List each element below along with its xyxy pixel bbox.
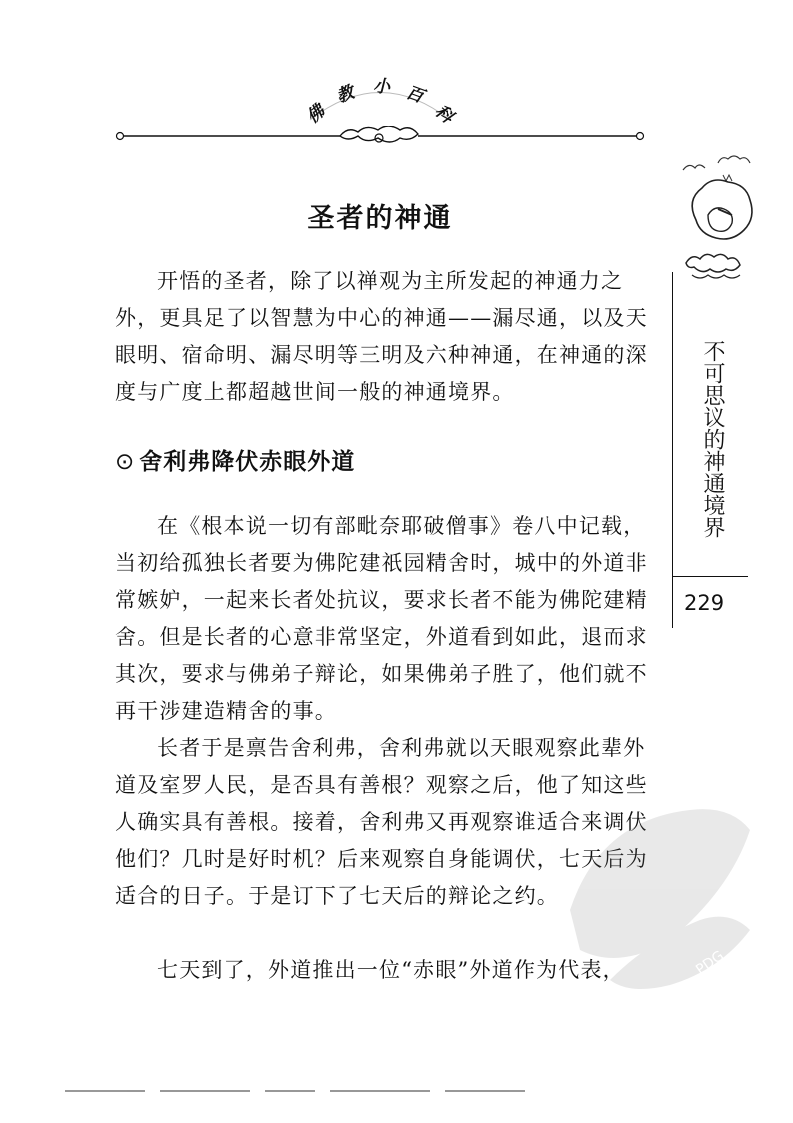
section-heading	[115, 443, 355, 476]
series-title-char: 佛	[303, 101, 330, 128]
watermark-text: PDG	[693, 947, 727, 979]
section-heading-text: 舍利弗降伏赤眼外道	[139, 449, 356, 475]
chapter-title-vertical: 不可思议的神通境界	[700, 340, 725, 538]
body-paragraph: 七天到了，外道推出一位“赤眼”外道作为代表，	[157, 958, 625, 982]
header-divider-ornament	[115, 126, 645, 146]
page-number: 229	[684, 591, 725, 615]
auspicious-cloud-vignette	[678, 145, 758, 305]
body-paragraph: 长者于是禀告舍利弗，舍利弗就以天眼观察此辈外道及室罗人民，是否具有善根？观察之后，他了知这些人确实具有善根。接着，舍利弗又再观察谁适合来调伏他们？几时是好时机？后来观察自身能调伏，七天后为适合的日子。于是订下了七天后的辩论之约。	[115, 736, 648, 908]
series-title-char: 小	[373, 77, 390, 97]
series-title-char: 科	[430, 101, 457, 128]
scan-noise-strip	[65, 1086, 535, 1096]
margin-vertical-rule	[672, 272, 673, 628]
margin-horizontal-rule	[672, 576, 748, 577]
body-paragraph: 在《根本说一切有部毗奈耶破僧事》卷八中记载，当初给孤独长者要为佛陀建祇园精舍时，城中的外道非常嫉妒，一起来长者处抗议，要求长者不能为佛陀建精舍。但是长者的心意非常坚定，外道看到如此，退而求其次，要求与佛弟子辩论，如果佛弟子胜了，他们就不再干涉建造精舍的事。	[115, 514, 648, 723]
section-marker-icon: ⊙	[115, 449, 136, 475]
series-title-char: 百	[403, 82, 427, 108]
scan-watermark-stamp	[550, 790, 760, 990]
intro-paragraph: 开悟的圣者，除了以禅观为主所发起的神通力之外，更具足了以智慧为中心的神通——漏尽通，以及天眼明、宿命明、漏尽明等三明及六种神通，在神通的深度与广度上都超越世间一般的神通境界。	[115, 269, 648, 404]
article-title: 圣者的神通	[307, 203, 453, 234]
series-title-char: 教	[333, 82, 357, 108]
